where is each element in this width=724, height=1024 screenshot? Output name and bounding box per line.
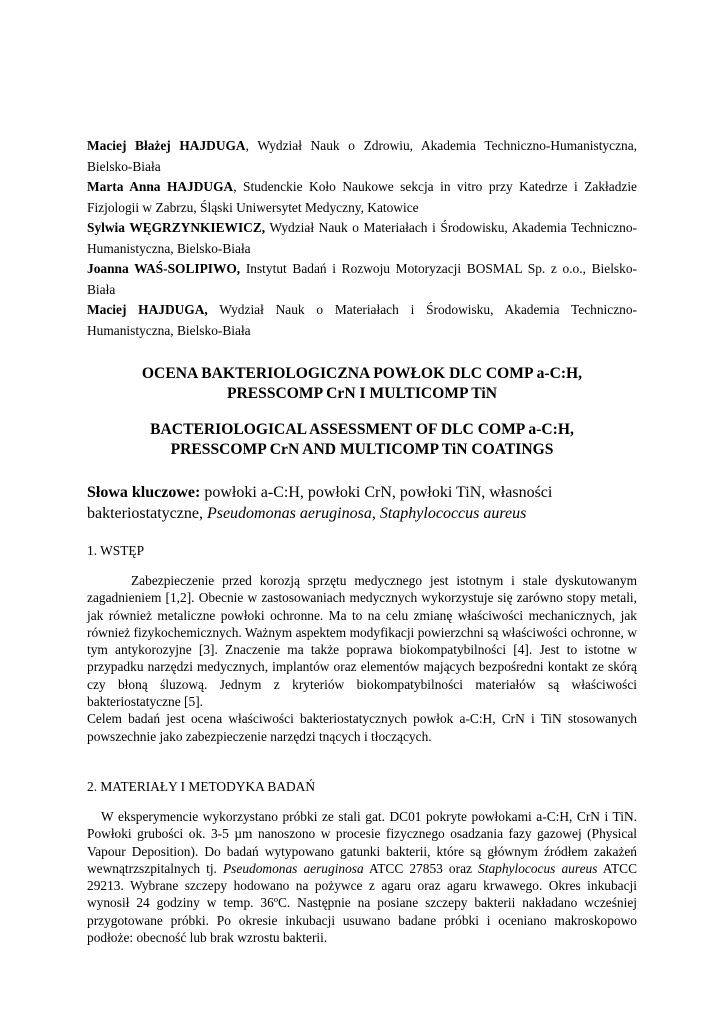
author-affiliation: Instytut Badań i Rozwoju Motoryzacji BOSMAL Sp. z o.o., Bielsko-Biała xyxy=(87,261,637,297)
paragraph: Celem badań jest ocena właściwości bakteriostatycznych powłok a-C:H, CrN i TiN stosowanych powszechnie jako zabezpieczenie narzędzi tnących i tłoczących. xyxy=(87,711,637,744)
author-separator: , xyxy=(245,138,258,153)
introduction-body xyxy=(87,572,637,745)
section-heading-introduction: 1. WSTĘP xyxy=(87,543,145,558)
author-entry xyxy=(87,218,637,259)
author-list xyxy=(87,136,637,341)
title-english xyxy=(87,420,637,460)
keyword-species: Pseudomonas aeruginosa xyxy=(206,505,372,522)
author-entry xyxy=(87,177,637,218)
paragraph-text: ATCC 29213. Wybrane szczepy hodowano na pożywce z agaru oraz agaru krwawego. Okres inkubacji wynosił 24 godziny w temp. 36ºC. Następnie na posiane szczepy bakterii nakładano wcześniej przygotowane próbki. Po okresie inkubacji usuwano badane próbki i oceniano makroskopowo podłoże: obecność lub brak wzrostu bakterii. xyxy=(87,860,638,946)
keywords xyxy=(87,482,639,524)
author-separator: , xyxy=(233,179,244,194)
author-affiliation: Studenckie Koło Naukowe sekcja in vitro przy Katedrze i Zakładzie Fizjologii w Zabrzu, Śląski Uniwersytet Medyczny, Katowice xyxy=(87,179,637,215)
title-line: PRESSCOMP CrN AND MULTICOMP TiN COATINGS xyxy=(170,441,554,458)
author-entry xyxy=(87,136,637,177)
title-line: OCENA BAKTERIOLOGICZNA POWŁOK DLC COMP a-C:H, xyxy=(141,365,583,382)
author-name: Sylwia WĘGRZYNKIEWICZ, xyxy=(87,220,266,235)
author-entry xyxy=(87,300,637,341)
title-line: PRESSCOMP CrN I MULTICOMP TiN xyxy=(226,385,498,402)
title-line: BACTERIOLOGICAL ASSESSMENT OF DLC COMP a-C:H, xyxy=(150,421,574,438)
author-name: Maciej Błażej HAJDUGA xyxy=(87,138,246,153)
paragraph-text: W eksperymencie wykorzystano próbki ze stali gat. DC01 pokryte powłokami a-C:H, CrN i TiN. Powłoki grubości ok. 3-5 µm nanoszono w procesie fizycznego osadzania fazy gazowej (Physical Vapour Deposition). Do badań wytypowano gatunki bakterii, które są głównym źródłem zakażeń wewnątrzszpitalnych tj. xyxy=(87,809,637,876)
author-affiliation: Wydział Nauk o Materiałach i Środowisku, Akademia Techniczno-Humanistyczna, Bielsko-Biała xyxy=(87,220,637,256)
species-name: Pseudomonas aeruginosa xyxy=(222,860,364,876)
title-polish xyxy=(87,364,637,404)
paragraph: Zabezpieczenie przed korozją sprzętu medycznego jest istotnym i stale dyskutowanym zagadnieniem [1,2]. Obecnie w zastosowaniach medycznych wykorzystuje się zarówno stopy metali, jak również metaliczne powłoki ochronne. Ma to na celu zmianę właściwości mechanicznych, jak również fizykochemicznych. Ważnym aspektem modyfikacji powierzchni są właściwości ochronne, w tym antykorozyjne [3]. Znaczenie ma także poprawa biokompatybilności [4]. Jest to istotne w przypadku narzędzi medycznych, implantów oraz elementów mających bezpośredni kontakt ze skórą czy błoną śluzową. Jednym z kryteriów biokompatybilności materiałów są właściwości bakteriostatyczne [5]. xyxy=(87,573,637,710)
author-name: Maciej HAJDUGA, xyxy=(87,302,208,317)
author-name: Joanna WAŚ-SOLIPIWO, xyxy=(87,261,241,276)
species-name: Staphylococus aureus xyxy=(478,860,598,876)
paragraph-text: ATCC 27853 oraz xyxy=(363,860,479,876)
keyword-species: Staphylococcus aureus xyxy=(379,505,527,522)
author-name: Marta Anna HAJDUGA xyxy=(87,179,234,194)
author-affiliation: Wydział Nauk o Zdrowiu, Akademia Techniczno-Humanistyczna, Bielsko-Biała xyxy=(87,138,637,174)
section-heading-materials-methods: 2. MATERIAŁY I METODYKA BADAŃ xyxy=(87,779,316,794)
keywords-separator: , xyxy=(371,505,380,522)
author-separator xyxy=(208,302,220,317)
keywords-text: powłoki a-C:H, powłoki CrN, powłoki TiN, własności bakteriostatyczne, xyxy=(87,484,553,522)
paragraph xyxy=(87,808,637,946)
methods-body xyxy=(87,808,637,946)
keywords-label: Słowa kluczowe: xyxy=(87,484,201,501)
author-affiliation: Wydział Nauk o Materiałach i Środowisku, Akademia Techniczno-Humanistyczna, Bielsko-Biała xyxy=(87,302,637,338)
author-entry xyxy=(87,259,637,300)
